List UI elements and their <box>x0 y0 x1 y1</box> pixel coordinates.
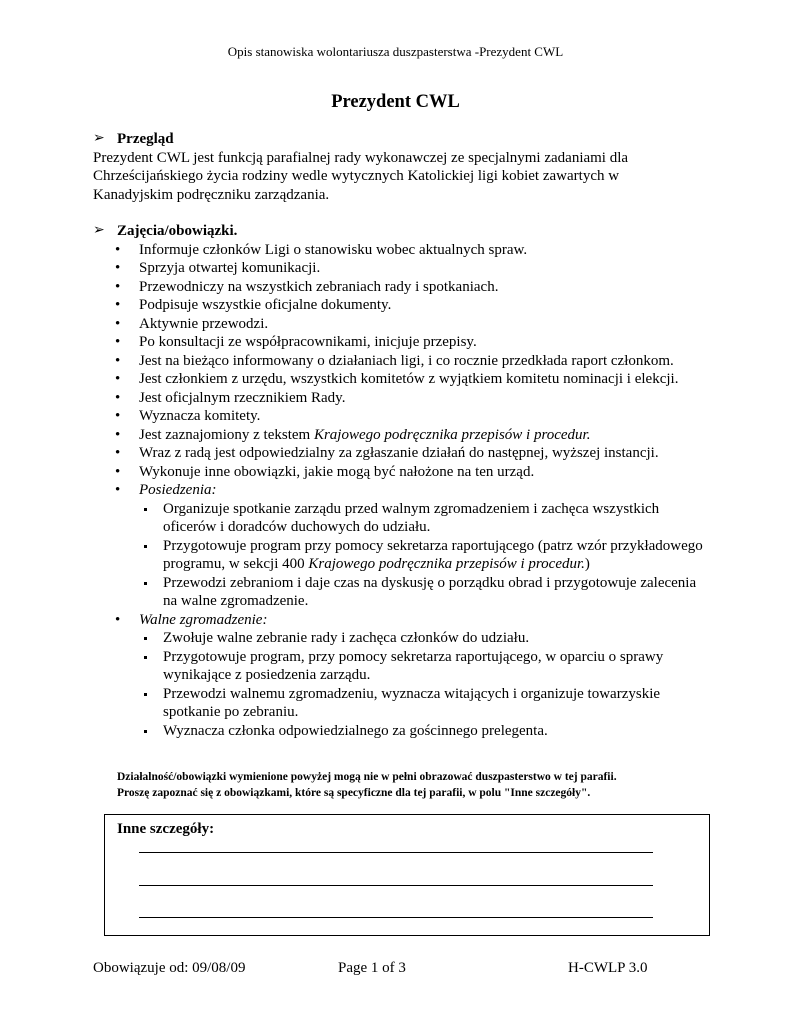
sub-list-item <box>139 537 713 574</box>
arrow-bullet-icon: ➢ <box>93 223 105 238</box>
page-title: Prezydent CWL <box>331 92 460 112</box>
sub-list-item: Przewodzi walnemu zgromadzeniu, wyznacza witających i organizuje towarzyskie spotkanie po zebraniu. <box>139 685 713 722</box>
parish-notice <box>117 770 717 801</box>
overview-paragraph <box>93 149 713 205</box>
meetings-sublist <box>139 500 713 611</box>
list-item: • Wraz z radą jest odpowiedzialny za zgłaszanie działań do następnej, wyższej instancji. <box>93 444 713 463</box>
sub-list-item: Zwołuje walne zebranie rady i zachęca członków do udziału. <box>139 629 713 648</box>
list-item: • Przewodniczy na wszystkich zebraniach rady i spotkaniach. <box>93 278 713 297</box>
overview-line: Chrześcijańskiego życia rodziny wedle wytycznych Katolickiej ligi kobiet zawartych w <box>93 168 620 184</box>
list-item: • Wykonuje inne obowiązki, jakie mogą być nałożone na ten urząd. <box>93 463 713 482</box>
sub-list-item: Przygotowuje program, przy pomocy sekretarza raportującego, w oparciu o sprawy wynikające z posiedzenia zarządu. <box>139 648 713 685</box>
list-item: • Wyznacza komitety. <box>93 407 713 426</box>
fill-in-line[interactable] <box>139 885 653 886</box>
overview-heading <box>93 130 713 149</box>
list-item: • Jest członkiem z urzędu, wszystkich komitetów z wyjątkiem komitetu nominacji i elekcji. <box>93 370 713 389</box>
list-item: • Jest oficjalnym rzecznikiem Rady. <box>93 389 713 408</box>
list-item: • Sprzyja otwartej komunikacji. <box>93 259 713 278</box>
sub-list-item: Wyznacza członka odpowiedzialnego za gościnnego prelegenta. <box>139 722 713 741</box>
general-assembly-item <box>93 611 713 741</box>
list-item-text: Jest zaznajomiony z tekstem <box>139 426 314 443</box>
general-assembly-sublist <box>139 629 713 740</box>
list-item: • Informuje członków Ligi o stanowisku wobec aktualnych spraw. <box>93 241 713 260</box>
fill-in-line[interactable] <box>139 852 653 853</box>
overview-line: Prezydent CWL jest funkcją parafialnej rady wykonawczej ze specjalnymi zadaniami dla <box>93 149 629 166</box>
main-content <box>93 130 713 740</box>
sub-list-item-text: Przygotowuje program przy pomocy sekretarza raportującego (patrz wzór przykładowego programu, w sekcji 400 <box>163 537 703 572</box>
sub-list-item: Organizuje spotkanie zarządu przed walnym zgromadzeniem i zachęca wszystkich oficerów i doradców duchowych do udziału. <box>139 500 713 537</box>
sub-list-item-text: ) <box>584 556 590 572</box>
duties-heading-text: Zajęcia/obowiązki. <box>117 223 238 239</box>
list-item: • Po konsultacji ze współpracownikami, inicjuje przepisy. <box>93 333 713 352</box>
meetings-item <box>93 481 713 611</box>
other-details-box <box>104 814 710 936</box>
other-details-label: Inne szczegóły: <box>117 821 215 837</box>
sub-list-item: Przewodzi zebraniom i daje czas na dyskusję o porządku obrad i przygotowuje zalecenia na walne zgromadzenie. <box>139 574 713 611</box>
notice-line: Działalność/obowiązki wymienione powyżej mogą nie w pełni obrazować duszpasterstwo w tej parafii. <box>117 771 617 783</box>
list-item: • Podpisuje wszystkie oficjalne dokumenty. <box>93 296 713 315</box>
overview-heading-text: Przegląd <box>117 131 174 147</box>
duties-list <box>93 241 713 741</box>
footer-effective-date: Obowiązuje od: 09/08/09 <box>93 960 246 976</box>
overview-line: Kanadyjskim podręczniku zarządzania. <box>93 186 330 203</box>
footer-page-number: Page 1 of 3 <box>338 960 406 976</box>
footer-doc-code: H-CWLP 3.0 <box>568 960 648 976</box>
general-assembly-label: Walne zgromadzenie: <box>139 611 268 628</box>
list-item: • Aktywnie przewodzi. <box>93 315 713 334</box>
fill-in-line[interactable] <box>139 917 653 918</box>
meetings-label: Posiedzenia: <box>139 482 217 498</box>
notice-line: Proszę zapoznać się z obowiązkami, które są specyficzne dla tej parafii, w polu "Inne szczegóły". <box>117 786 591 799</box>
list-item <box>93 426 713 445</box>
manual-title: Krajowego podręcznika przepisów i procedur. <box>308 556 585 572</box>
duties-heading <box>93 222 713 241</box>
list-item: • Jest na bieżąco informowany o działaniach ligi, i co rocznie przedkłada raport członkom. <box>93 352 713 371</box>
manual-title: Krajowego podręcznika przepisów i procedur. <box>313 426 591 443</box>
page-header: Opis stanowiska wolontariusza duszpasterstwa -Prezydent CWL <box>227 44 564 59</box>
arrow-bullet-icon: ➢ <box>93 131 105 146</box>
